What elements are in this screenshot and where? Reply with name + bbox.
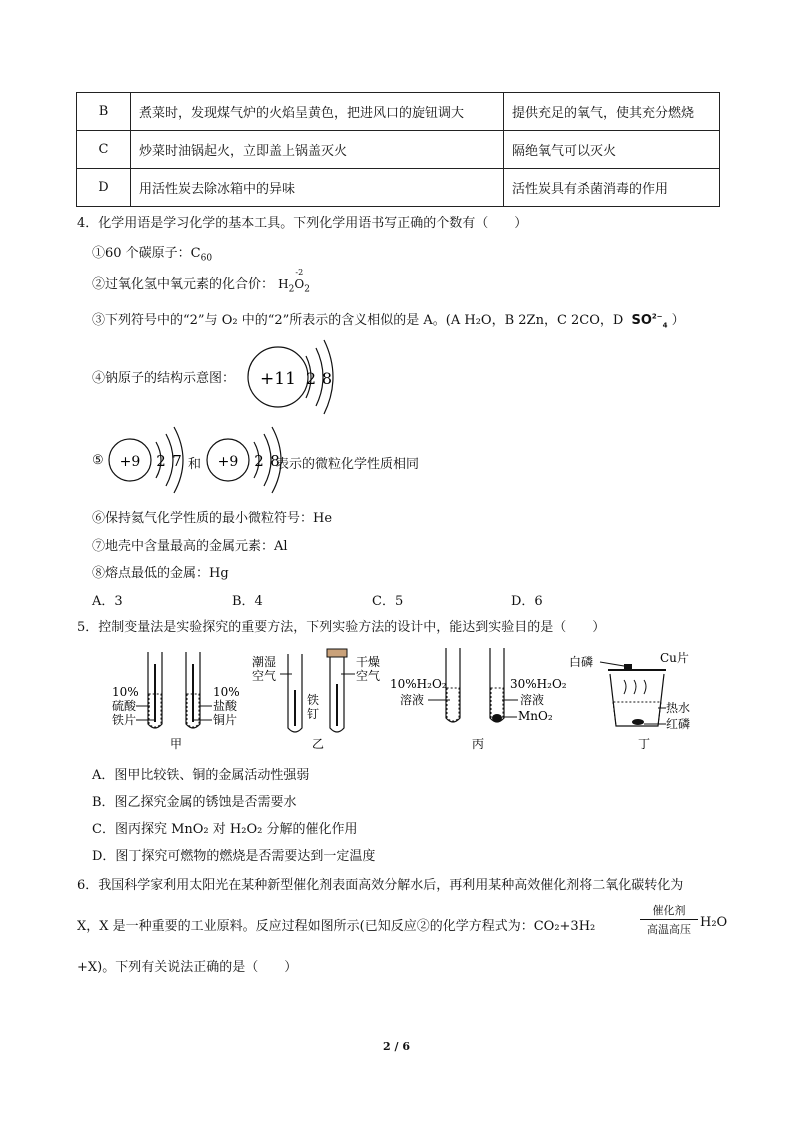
h2o2-formula: $H_2O$ -2 $_2$	[278, 268, 310, 295]
figure-jia	[112, 652, 240, 751]
red-phosphorus	[632, 719, 644, 725]
figure-label: 丙	[472, 737, 485, 751]
label: 铜片	[213, 713, 238, 727]
q4-item3	[92, 309, 685, 330]
figure-label: 甲	[170, 737, 183, 751]
q5-option: D．图丁探究可燃物的燃烧是否需要达到一定温度	[92, 849, 376, 864]
q4-item1-subscript: 60	[200, 253, 213, 264]
q5-option: C．图丙探究 MnO₂ 对 H₂O₂ 分解的催化作用	[92, 822, 358, 837]
shell-electrons: 8	[270, 452, 280, 470]
row-label: B	[77, 93, 131, 131]
figure-yi	[252, 649, 380, 751]
figure-label: 丁	[638, 737, 651, 751]
beaker	[610, 674, 664, 726]
q4-item3-text: ③下列符号中的“2”与 O₂ 中的“2”所表示的含义相似的是 A。(A H₂O，B 2Zn，C 2CO，D	[92, 313, 624, 328]
figure-ding	[569, 650, 690, 751]
row-practice: 炒菜时油锅起火，立即盖上锅盖灭火	[131, 131, 504, 169]
label: MnO₂	[518, 709, 553, 723]
label: 盐酸	[213, 699, 238, 713]
q4-item1-text: ①60 个碳原子：C	[92, 246, 201, 261]
label: 10%H₂O₂	[390, 677, 447, 691]
row-reason: 隔绝氧气可以灭火	[504, 131, 720, 169]
shell-electrons: 2	[156, 452, 166, 470]
q6-line1: 6．我国科学家利用太阳光在某种新型催化剂表面高效分解水后，再利用某种高效催化剂将二氧化碳转化为	[77, 878, 684, 893]
table-row	[77, 131, 720, 169]
label: 10%	[112, 685, 139, 699]
shell-electrons: 2	[305, 369, 317, 388]
shell-electrons: 7	[172, 452, 182, 470]
q6-line2-end: H₂O	[700, 915, 728, 930]
condition-bottom: 高温高压	[647, 923, 691, 936]
oxidation-state: -2	[295, 268, 304, 277]
row-label: D	[77, 169, 131, 207]
row-practice: 用活性炭去除冰箱中的异味	[131, 169, 504, 207]
q4-item6: ⑥保持氦气化学性质的最小微粒符号：He	[92, 511, 333, 526]
reaction-condition	[640, 902, 698, 937]
condition-top: 催化剂	[652, 904, 686, 917]
nucleus-charge: +9	[119, 454, 141, 470]
experiment-figures	[100, 644, 740, 762]
label: 空气	[252, 669, 277, 683]
q6-line3: +X)。下列有关说法正确的是（ ）	[77, 960, 298, 975]
label: 溶液	[400, 693, 425, 707]
label: 干燥	[356, 655, 381, 669]
row-reason: 提供充足的氧气，使其充分燃烧	[504, 93, 720, 131]
test-tube	[446, 648, 460, 722]
white-phosphorus	[624, 664, 632, 669]
label: 30%H₂O₂	[510, 677, 567, 691]
shell-electrons: 8	[321, 369, 333, 388]
q4-item5-suffix: 表示的微粒化学性质相同	[276, 457, 420, 472]
reaction-arrow-line	[640, 919, 698, 920]
q4-choice: D．6	[511, 594, 543, 609]
q5-option: A．图甲比较铁、铜的金属活动性强弱	[92, 768, 310, 783]
label: 空气	[356, 669, 381, 683]
table-row	[77, 93, 720, 131]
table-row	[77, 169, 720, 207]
q4-choice: B．4	[232, 594, 263, 609]
q4-choice: A．3	[92, 594, 123, 609]
and-text: 和	[188, 457, 202, 472]
q4-item7: ⑦地壳中含量最高的金属元素：Al	[92, 539, 288, 554]
liquid	[447, 688, 459, 721]
q6-line2: X，X 是一种重要的工业原料。反应过程如图所示(已知反应②的化学方程式为：CO₂+3H₂	[77, 919, 596, 934]
row-practice: 煮菜时，发现煤气炉的火焰呈黄色，把进风口的旋钮调大	[131, 93, 504, 131]
row-reason: 活性炭具有杀菌消毒的作用	[504, 169, 720, 207]
q4-stem: 4．化学用语是学习化学的基本工具。下列化学用语书写正确的个数有（ ）	[77, 216, 528, 231]
label: 10%	[213, 685, 240, 699]
pointer-line	[600, 662, 624, 666]
test-tube	[490, 648, 504, 722]
q4-item2-text: ②过氧化氢中氧元素的化合价：	[92, 277, 275, 292]
label: 钉	[307, 707, 320, 721]
label: 溶液	[520, 693, 545, 707]
sulfate-ion: $SO^{2-}_4$	[631, 312, 668, 330]
q4-item8: ⑧熔点最低的金属：Hg	[92, 566, 229, 581]
q4-item1	[92, 242, 212, 264]
label: 铁	[307, 693, 320, 707]
q5-option: B．图乙探究金属的锈蚀是否需要水	[92, 795, 297, 810]
label: 潮湿	[252, 655, 277, 669]
q4-item4-label: ④钠原子的结构示意图：	[92, 371, 236, 386]
sodium-atom-diagram	[240, 336, 350, 416]
label: 铁片	[112, 713, 137, 727]
q4-choice: C．5	[372, 594, 404, 609]
options-table	[76, 92, 720, 207]
figure-label: 乙	[312, 737, 325, 751]
q5-stem: 5．控制变量法是实验探究的重要方法，下列实验方法的设计中，能达到实验目的是（ ）	[77, 620, 606, 635]
label: Cu片	[660, 651, 689, 665]
figure-bing	[390, 648, 567, 751]
steam	[624, 680, 646, 694]
page-number: 2 / 6	[383, 1040, 410, 1053]
shell-electrons: 2	[254, 452, 264, 470]
label: 白磷	[569, 655, 594, 669]
mno2-powder	[492, 714, 502, 722]
nucleus-charge: +9	[217, 454, 239, 470]
fluorine-atom-diagram	[104, 424, 194, 496]
stopper	[327, 649, 347, 657]
q4-item5-label: ⑤	[92, 453, 104, 468]
label: 红磷	[666, 717, 691, 731]
label: 热水	[666, 701, 691, 715]
q4-item3-end: ）	[671, 313, 685, 328]
label: 硫酸	[112, 699, 137, 713]
nucleus-charge: +11	[260, 369, 296, 389]
row-label: C	[77, 131, 131, 169]
q4-item2	[92, 268, 310, 295]
